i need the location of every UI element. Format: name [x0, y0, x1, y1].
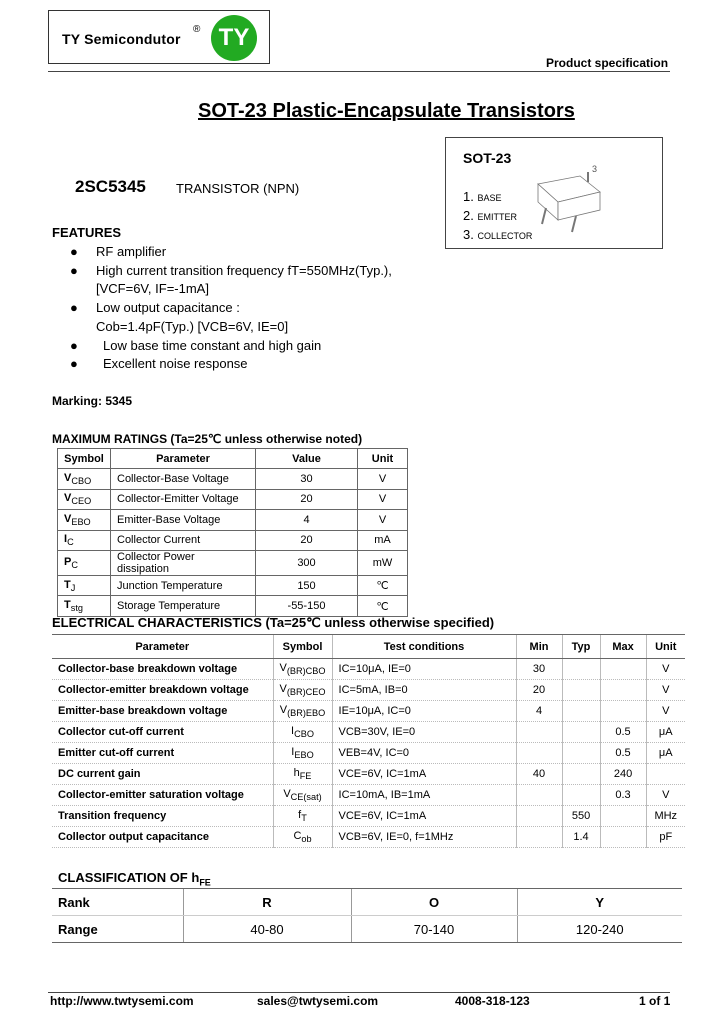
footer-email[interactable]: sales@twtysemi.com: [257, 994, 379, 1008]
column-header: Typ: [562, 635, 600, 659]
feature-item: RF amplifier: [96, 244, 167, 259]
max-cell: 0.5: [600, 743, 646, 764]
min-cell: 4: [516, 701, 562, 722]
table-row: [52, 806, 685, 827]
feature-item: High current transition frequency fT=550MHz(Typ.),: [96, 263, 392, 278]
parameter-cell: Collector output capacitance: [52, 827, 273, 848]
parameter-cell: Storage Temperature: [111, 596, 256, 616]
table-header-row: [58, 449, 408, 469]
sot23-package-drawing: [528, 160, 608, 242]
table-row: [52, 659, 685, 680]
column-header: Max: [600, 635, 646, 659]
condition-cell: IC=5mA, IB=0: [332, 680, 516, 701]
unit-cell: mA: [358, 530, 408, 550]
table-row: [52, 827, 685, 848]
pin-3: 3. COLLECTOR: [463, 227, 533, 242]
classification-title: CLASSIFICATION OF $h_{FE}$: [58, 870, 211, 888]
unit-cell: ℃: [358, 575, 408, 595]
rank-cell: R: [183, 889, 351, 916]
pin-1: 1. BASE: [463, 189, 502, 204]
max-cell: 240: [600, 764, 646, 785]
parameter-cell: Collector-base breakdown voltage: [52, 659, 273, 680]
max-cell: 0.5: [600, 722, 646, 743]
document-title: SOT-23 Plastic-Encapsulate Transistors: [198, 100, 575, 122]
feature-item: Excellent noise response: [103, 356, 248, 371]
parameter-cell: Collector-emitter saturation voltage: [52, 785, 273, 806]
feature-item: Low base time constant and high gain: [103, 338, 322, 353]
symbol-cell: $I_{EBO}$: [273, 743, 332, 764]
symbol-cell: $V_{(BR)EBO}$: [273, 701, 332, 722]
feature-item: Cob=1.4pF(Typ.) [VCB=6V, IE=0]: [96, 319, 289, 334]
typ-cell: [562, 785, 600, 806]
symbol-cell: $C_{ob}$: [273, 827, 332, 848]
unit-cell: V: [646, 785, 685, 806]
min-cell: 30: [516, 659, 562, 680]
unit-cell: V: [646, 701, 685, 722]
product-specification: Product specification: [546, 56, 669, 70]
range-label: Range: [52, 916, 183, 943]
parameter-cell: Transition frequency: [52, 806, 273, 827]
unit-cell: MHz: [646, 806, 685, 827]
column-header: Symbol: [273, 635, 332, 659]
rank-cell: O: [351, 889, 517, 916]
value-cell: 30: [256, 469, 358, 489]
feature-item: Low output capacitance :: [96, 300, 240, 315]
parameter-cell: Collector Power dissipation: [111, 550, 256, 575]
unit-cell: μA: [646, 743, 685, 764]
parameter-cell: Emitter-base breakdown voltage: [52, 701, 273, 722]
value-cell: 4: [256, 510, 358, 530]
unit-cell: V: [646, 680, 685, 701]
ty-logo: TY: [211, 15, 257, 61]
parameter-cell: DC current gain: [52, 764, 273, 785]
max-cell: [600, 701, 646, 722]
table-row: [52, 785, 685, 806]
bullet: ●: [70, 244, 78, 259]
min-cell: [516, 743, 562, 764]
min-cell: [516, 827, 562, 848]
footer-divider: [48, 992, 670, 993]
company-name: TY Semicondutor: [62, 31, 181, 47]
table-row: [52, 722, 685, 743]
unit-cell: V: [358, 510, 408, 530]
range-cell: 70-140: [351, 916, 517, 943]
unit-cell: V: [646, 659, 685, 680]
parameter-cell: Collector Current: [111, 530, 256, 550]
parameter-cell: Collector-Base Voltage: [111, 469, 256, 489]
bullet: ●: [70, 263, 78, 278]
column-header: Unit: [358, 449, 408, 469]
electrical-characteristics-table: [52, 634, 685, 848]
typ-cell: [562, 659, 600, 680]
symbol-cell: $V_{EBO}$: [58, 510, 111, 530]
symbol-cell: $h_{FE}$: [273, 764, 332, 785]
max-cell: [600, 806, 646, 827]
max-cell: [600, 827, 646, 848]
unit-cell: pF: [646, 827, 685, 848]
condition-cell: VCE=6V, IC=1mA: [332, 764, 516, 785]
unit-cell: ℃: [358, 596, 408, 616]
symbol-cell: $T_J$: [58, 575, 111, 595]
min-cell: [516, 722, 562, 743]
condition-cell: IE=10μA, IC=0: [332, 701, 516, 722]
bullet: ●: [70, 300, 78, 315]
unit-cell: mW: [358, 550, 408, 575]
classification-table: [52, 888, 682, 943]
feature-item: [VCF=6V, IF=-1mA]: [96, 281, 209, 296]
marking: Marking: 5345: [52, 394, 133, 408]
parameter-cell: Junction Temperature: [111, 575, 256, 595]
column-header: Parameter: [111, 449, 256, 469]
value-cell: 20: [256, 489, 358, 509]
electrical-title: ELECTRICAL CHARACTERISTICS (Ta=25℃ unless otherwise specified): [52, 615, 495, 630]
package-name: SOT-23: [463, 150, 512, 166]
registered-mark: ®: [193, 24, 201, 35]
min-cell: 40: [516, 764, 562, 785]
condition-cell: VEB=4V, IC=0: [332, 743, 516, 764]
unit-cell: μA: [646, 722, 685, 743]
condition-cell: VCB=6V, IE=0, f=1MHz: [332, 827, 516, 848]
pin-2: 2. EMITTER: [463, 208, 517, 223]
rank-cell: Y: [517, 889, 682, 916]
typ-cell: [562, 701, 600, 722]
table-header-row: [52, 635, 685, 659]
symbol-cell: $V_{CE(sat)}$: [273, 785, 332, 806]
column-header: Value: [256, 449, 358, 469]
table-row: [58, 550, 408, 575]
footer-phone: 4008-318-123: [455, 994, 530, 1008]
range-cell: 120-240: [517, 916, 682, 943]
typ-cell: 550: [562, 806, 600, 827]
part-type: TRANSISTOR (NPN): [176, 181, 300, 196]
condition-cell: IC=10μA, IE=0: [332, 659, 516, 680]
symbol-cell: $V_{CEO}$: [58, 489, 111, 509]
unit-cell: [646, 764, 685, 785]
typ-cell: [562, 764, 600, 785]
header-divider: [48, 71, 670, 72]
typ-cell: [562, 680, 600, 701]
column-header: Test conditions: [332, 635, 516, 659]
table-row: [52, 680, 685, 701]
parameter-cell: Collector-emitter breakdown voltage: [52, 680, 273, 701]
page-number: 1 of 1: [639, 994, 671, 1008]
max-cell: [600, 680, 646, 701]
parameter-cell: Collector cut-off current: [52, 722, 273, 743]
table-row: [58, 575, 408, 595]
features-heading: FEATURES: [52, 225, 122, 240]
typ-cell: [562, 722, 600, 743]
parameter-cell: Emitter-Base Voltage: [111, 510, 256, 530]
table-row: [52, 743, 685, 764]
symbol-cell: $V_{CBO}$: [58, 469, 111, 489]
bullet: ●: [70, 338, 78, 353]
typ-cell: 1.4: [562, 827, 600, 848]
table-row: [52, 701, 685, 722]
parameter-cell: Collector-Emitter Voltage: [111, 489, 256, 509]
column-header: Parameter: [52, 635, 273, 659]
parameter-cell: Emitter cut-off current: [52, 743, 273, 764]
value-cell: 300: [256, 550, 358, 575]
rank-label: Rank: [52, 889, 183, 916]
min-cell: [516, 806, 562, 827]
symbol-cell: $T_{stg}$: [58, 596, 111, 616]
table-row: [58, 510, 408, 530]
rank-row: [52, 889, 682, 916]
column-header: Unit: [646, 635, 685, 659]
max-cell: 0.3: [600, 785, 646, 806]
symbol-cell: $V_{(BR)CBO}$: [273, 659, 332, 680]
range-row: [52, 916, 682, 943]
value-cell: 20: [256, 530, 358, 550]
column-header: Symbol: [58, 449, 111, 469]
footer-url[interactable]: http://www.twtysemi.com: [50, 994, 194, 1008]
condition-cell: VCE=6V, IC=1mA: [332, 806, 516, 827]
table-row: [52, 764, 685, 785]
max-ratings-table: [57, 448, 408, 617]
table-row: [58, 530, 408, 550]
condition-cell: VCB=30V, IE=0: [332, 722, 516, 743]
max-ratings-title: MAXIMUM RATINGS (Ta=25℃ unless otherwise noted): [52, 432, 363, 446]
symbol-cell: $I_{CBO}$: [273, 722, 332, 743]
symbol-cell: $I_C$: [58, 530, 111, 550]
min-cell: 20: [516, 680, 562, 701]
unit-cell: V: [358, 469, 408, 489]
condition-cell: IC=10mA, IB=1mA: [332, 785, 516, 806]
symbol-cell: $f_T$: [273, 806, 332, 827]
table-row: [58, 489, 408, 509]
value-cell: -55-150: [256, 596, 358, 616]
pin3-label: 3: [592, 164, 598, 174]
table-row: [58, 596, 408, 616]
typ-cell: [562, 743, 600, 764]
part-number: 2SC5345: [75, 177, 146, 196]
symbol-cell: $P_C$: [58, 550, 111, 575]
bullet: ●: [70, 356, 78, 371]
value-cell: 150: [256, 575, 358, 595]
range-cell: 40-80: [183, 916, 351, 943]
symbol-cell: $V_{(BR)CEO}$: [273, 680, 332, 701]
min-cell: [516, 785, 562, 806]
column-header: Min: [516, 635, 562, 659]
unit-cell: V: [358, 489, 408, 509]
table-row: [58, 469, 408, 489]
max-cell: [600, 659, 646, 680]
